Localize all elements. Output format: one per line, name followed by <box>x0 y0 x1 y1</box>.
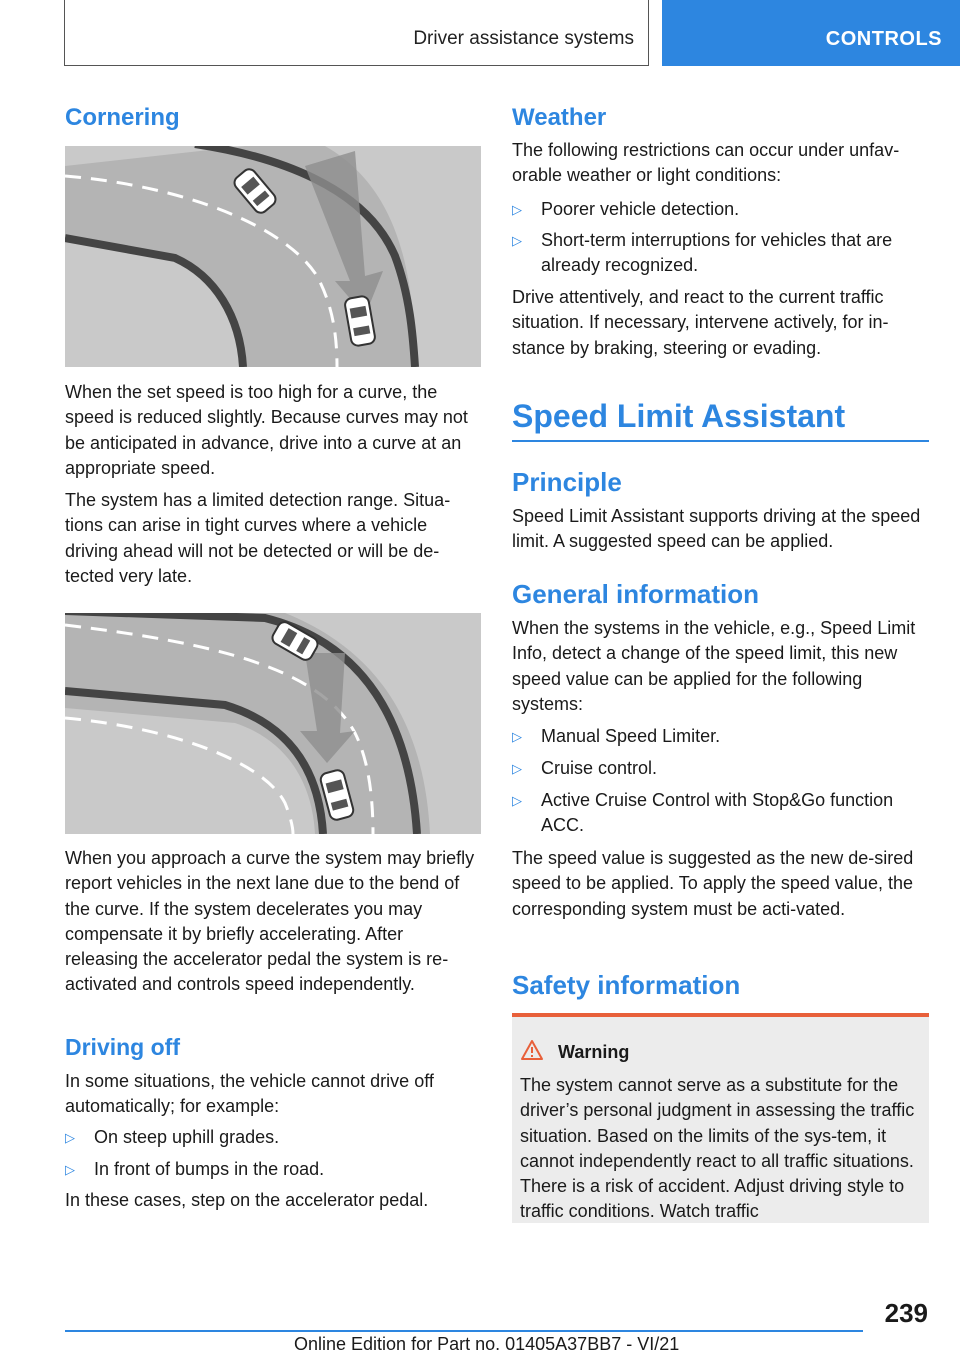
bullet-arrow-icon: ▷ <box>512 729 522 744</box>
header-section-box <box>64 0 649 66</box>
weather-heading: Weather <box>512 104 607 131</box>
bullet-arrow-icon: ▷ <box>65 1162 75 1177</box>
warning-text: The system cannot serve as a substitute for the driver’s personal judgment in assessing the traffic situation. Based on the limits of the sys-tem, it cannot independently react to all traffic situations. There is a risk of accident. Adjust driving style to traffic conditions. Watch traffic <box>520 1075 915 1222</box>
cornering-illustration-1 <box>65 146 481 367</box>
driving-off-intro: In some situations, the vehicle cannot drive off automatically; for example: <box>65 1071 434 1117</box>
warning-triangle-icon <box>520 1039 544 1061</box>
general-information-outro: The speed value is suggested as the new de-sired speed to be applied. To apply the speed value, the corresponding system must be acti-vated. <box>512 848 914 919</box>
general-information-text: When the systems in the vehicle, e.g., Speed Limit Info, detect a change of the speed limit, this new speed value can be applied for the following systems: <box>512 618 916 714</box>
footer-edition: Online Edition for Part no. 01405A37BB7 - VI/21 <box>294 1334 680 1354</box>
page-number: 239 <box>884 1298 928 1328</box>
list-item-text: On steep uphill grades. <box>94 1127 280 1147</box>
list-item-text: Manual Speed Limiter. <box>541 726 721 746</box>
cornering-illustration-2 <box>65 613 481 834</box>
list-item-text: Active Cruise Control with Stop&Go function ACC. <box>541 790 894 836</box>
header-chapter-box <box>662 0 960 66</box>
list-item-text: In front of bumps in the road. <box>94 1159 325 1179</box>
bullet-arrow-icon: ▷ <box>512 793 522 808</box>
bullet-arrow-icon: ▷ <box>512 761 522 776</box>
bullet-arrow-icon: ▷ <box>65 1130 75 1145</box>
weather-intro: The following restrictions can occur under unfav-orable weather or light conditions: <box>512 140 900 186</box>
cornering-paragraph-2: The system has a limited detection range. Situa-tions can arise in tight curves where a vehicle driving ahead will not be detected or will be de-tected very late. <box>65 490 451 586</box>
list-item-text: Short-term interruptions for vehicles that are already recognized. <box>541 230 893 276</box>
driving-off-item-2 <box>65 1157 481 1182</box>
footer-rule <box>65 1330 863 1332</box>
driving-off-outro: In these cases, step on the accelerator pedal. <box>65 1190 429 1210</box>
cornering-heading: Cornering <box>65 104 180 131</box>
principle-heading: Principle <box>512 467 622 497</box>
principle-text: Speed Limit Assistant supports driving at the speed limit. A suggested speed can be applied. <box>512 506 921 552</box>
general-item-3 <box>512 788 929 839</box>
general-information-heading: General information <box>512 579 760 609</box>
safety-information-heading: Safety information <box>512 970 741 1000</box>
header-chapter-title: CONTROLS <box>825 28 942 50</box>
speed-limit-assistant-title: Speed Limit Assistant <box>512 398 846 434</box>
cornering-paragraph-1: When the set speed is too high for a curve, the speed is reduced slightly. Because curves may not be anticipated in advance, drive into a curve at an appropriate speed. <box>65 382 468 478</box>
driving-off-heading: Driving off <box>65 1034 180 1060</box>
general-item-2 <box>512 756 929 781</box>
driving-off-item-1 <box>65 1125 481 1150</box>
weather-outro: Drive attentively, and react to the current traffic situation. If necessary, intervene actively, for in-stance by braking, steering or evading. <box>512 287 889 358</box>
general-item-1 <box>512 724 929 749</box>
cornering-paragraph-3: When you approach a curve the system may briefly report vehicles in the next lane due to the bend of the curve. If the system decelerates you may compensate it by briefly accelerating. After releasing the accelerator pedal the system is re-activated and controls speed independently. <box>65 848 475 995</box>
bullet-arrow-icon: ▷ <box>512 202 522 217</box>
warning-box <box>512 1013 929 1223</box>
warning-label: Warning <box>558 1042 630 1062</box>
bullet-arrow-icon: ▷ <box>512 233 522 248</box>
weather-item-2 <box>512 228 929 279</box>
title-underline <box>512 440 929 442</box>
header-section-title: Driver assistance systems <box>413 28 634 49</box>
weather-item-1 <box>512 197 929 222</box>
page-header <box>0 0 960 66</box>
list-item-text: Cruise control. <box>541 758 658 778</box>
list-item-text: Poorer vehicle detection. <box>541 199 740 219</box>
